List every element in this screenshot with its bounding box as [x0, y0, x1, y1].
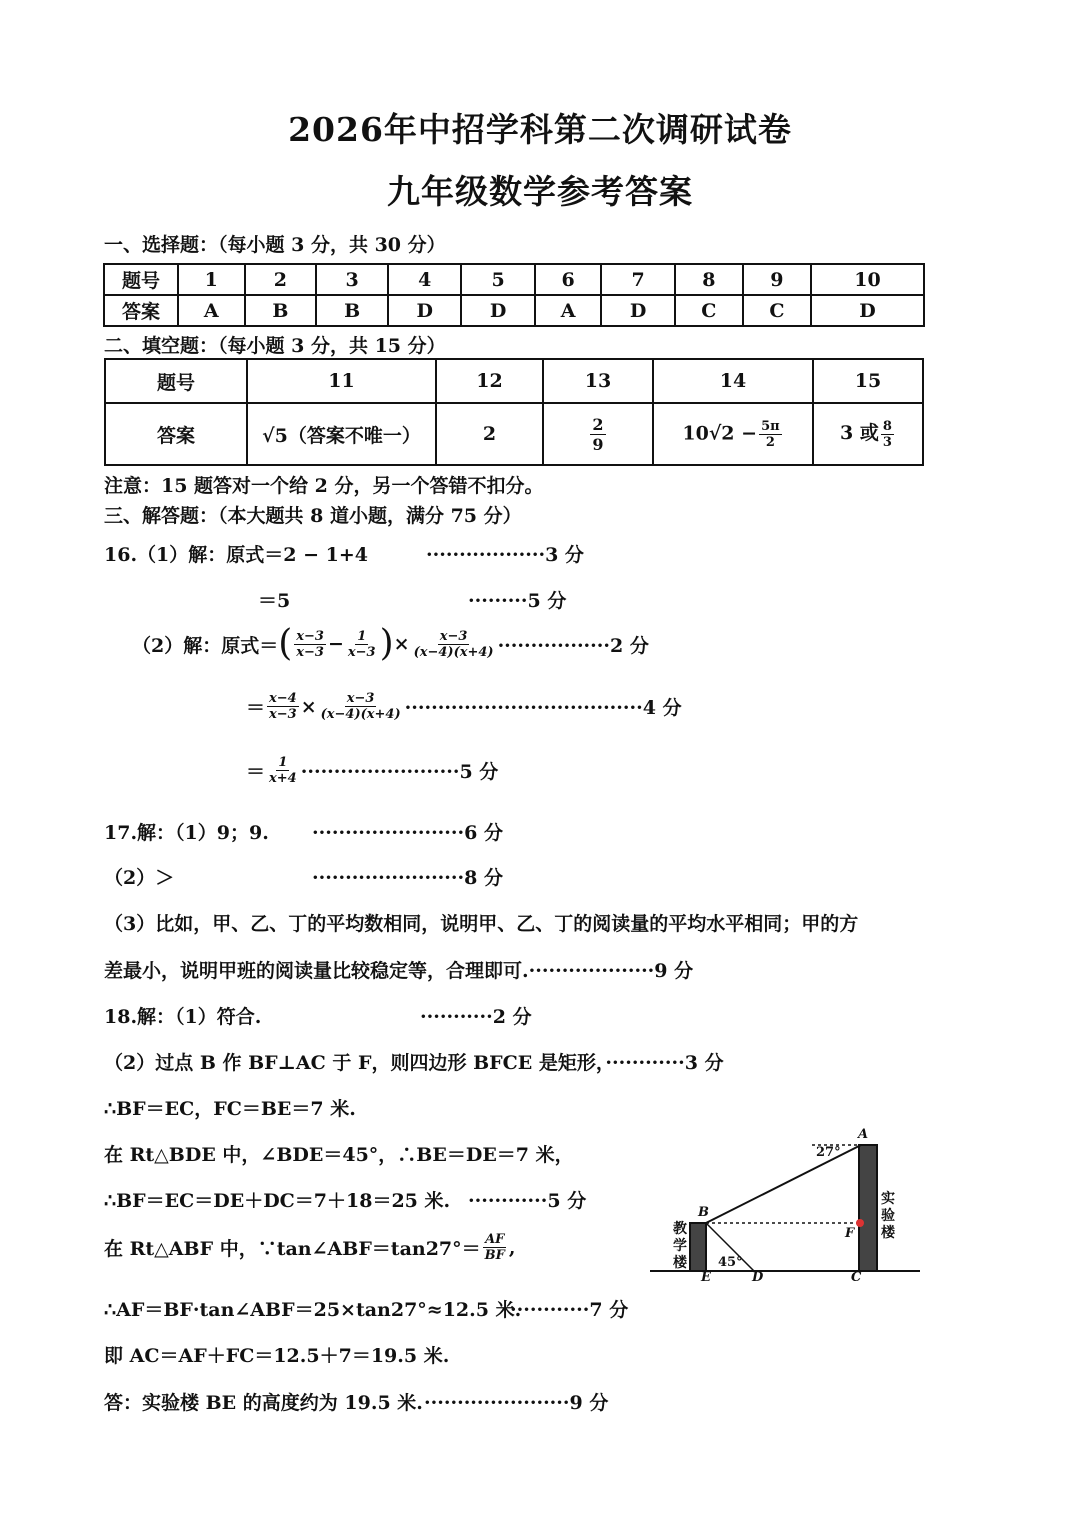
- fill-answer-table: [104, 358, 924, 466]
- question-number: 7: [601, 264, 674, 295]
- q18-line2: （2）过点 B 作 BF⊥AC 于 F，则四边形 BFCE 是矩形，············3 分: [104, 1052, 724, 1074]
- answer-cell: [653, 403, 813, 465]
- fraction: $\frac{AF}{BF}$: [484, 1232, 505, 1263]
- q18-score: ······················9 分: [424, 1392, 609, 1414]
- score-text: ····································4 分: [404, 697, 682, 719]
- q16-step3-line: ＝ $\frac{1}{x+4}$ ························5 分: [246, 755, 499, 786]
- answer-cell: C: [675, 295, 743, 326]
- q18-score: ···········2 分: [420, 1006, 532, 1028]
- choice-answer-table: [103, 263, 925, 327]
- fraction: $\frac{2}{9}$: [592, 414, 604, 454]
- question-number: 15: [813, 359, 923, 403]
- page-subtitle: 九年级数学参考答案: [387, 172, 693, 211]
- section1-heading: 一、选择题：（每小题 3 分，共 30 分）: [104, 234, 446, 256]
- q18-line8: 即 AC＝AF＋FC＝12.5＋7＝19.5 米.: [104, 1345, 450, 1367]
- answer-cell: [247, 403, 436, 465]
- q18-line4: 在 Rt△BDE 中，∠BDE＝45°，∴BE＝DE＝7 米，: [104, 1144, 574, 1166]
- q16-part2-line: （2）解：原式＝ ( $\frac{x-3}{x-3}$ − $\frac{1}{x-3}$ ) × $\frac{x-3}{(x-4)(x+4)}$ ·················2 分: [132, 623, 649, 664]
- answer-text: 10√2 −: [682, 422, 758, 444]
- q18-line7: ∴AF＝BF·tan∠ABF＝25×tan27°≈12.5 米.: [104, 1299, 522, 1321]
- q18-line3: ∴BF＝EC，FC＝BE＝7 米.: [104, 1098, 356, 1120]
- fraction: $\frac{x-4}{x-3}$: [269, 691, 297, 722]
- answer-cell: D: [601, 295, 674, 326]
- point-label-f: F: [845, 1226, 855, 1241]
- q18-line6: 在 Rt△ABF 中，∵tan∠ABF＝tan27°＝ $\frac{AF}{BF}$ ,: [104, 1232, 516, 1263]
- question-number: 11: [247, 359, 436, 403]
- lab-building-label: 实 验 楼: [881, 1191, 895, 1241]
- building-diagram: [640, 1125, 930, 1290]
- q17-line3: （3）比如，甲、乙、丁的平均数相同，说明甲、乙、丁的阅读量的平均水平相同；甲的方: [104, 913, 859, 935]
- fraction: $\frac{x-3}{(x-4)(x+4)}$: [413, 628, 494, 660]
- question-number: 1: [178, 264, 245, 295]
- q18-score: ············7 分: [510, 1299, 629, 1321]
- lab-building: [859, 1145, 877, 1271]
- answer-cell: A: [178, 295, 245, 326]
- q18-score: ············5 分: [468, 1190, 587, 1212]
- fraction: $\frac{x-3}{(x-4)(x+4)}$: [320, 691, 401, 722]
- question-number: 2: [245, 264, 317, 295]
- scoring-note: 注意：15 题答对一个给 2 分，另一个答错不扣分。: [104, 475, 544, 497]
- table-header-cell: 题号: [105, 359, 247, 403]
- fraction: $\frac{1}{x-3}$: [347, 628, 376, 660]
- answer-cell: A: [535, 295, 602, 326]
- point-label-d: D: [752, 1270, 764, 1285]
- answer-cell: D: [811, 295, 924, 326]
- point-label-b: B: [698, 1205, 709, 1220]
- page-title: 2026年中招学科第二次调研试卷: [288, 110, 792, 149]
- q17-score: ·······················6 分: [312, 822, 503, 844]
- q18-line9: 答：实验楼 BE 的高度约为 19.5 米.: [104, 1392, 423, 1414]
- answer-cell: C: [743, 295, 811, 326]
- answer-cell: 2: [436, 403, 543, 465]
- point-f-marker: [856, 1219, 864, 1227]
- answer-cell: B: [245, 295, 317, 326]
- answer-text: 3 或: [840, 422, 879, 445]
- answer-cell: [543, 403, 653, 465]
- question-number: 12: [436, 359, 543, 403]
- q17-line4: 差最小，说明甲班的阅读量比较稳定等，合理即可.···················9 分: [104, 960, 694, 982]
- question-number: 13: [543, 359, 653, 403]
- section3-heading: 三、解答题：（本大题共 8 道小题，满分 75 分）: [104, 505, 522, 527]
- teaching-building-label: 教 学 楼: [673, 1221, 687, 1271]
- q16-score: ··················3 分: [426, 544, 584, 566]
- answer-cell: D: [388, 295, 461, 326]
- question-number: 9: [743, 264, 811, 295]
- fraction: $\frac{8}{3}$: [882, 418, 892, 450]
- question-number: 3: [316, 264, 388, 295]
- q17-score: ·······················8 分: [312, 867, 503, 889]
- q18-line5: ∴BF＝EC＝DE＋DC＝7＋18＝25 米.: [104, 1190, 451, 1212]
- question-number: 10: [811, 264, 924, 295]
- question-number: 14: [653, 359, 813, 403]
- teaching-building: [690, 1223, 706, 1271]
- q16-step2-line: ＝ $\frac{x-4}{x-3}$ × $\frac{x-3}{(x-4)(x+4)}$ ····································4 分: [246, 691, 682, 722]
- angle-label: 45°: [718, 1255, 743, 1270]
- table-header-cell: 答案: [104, 295, 178, 326]
- fraction: $\frac{x-3}{x-3}$: [296, 628, 324, 660]
- q17-line1: 17.解：（1）9；9.: [104, 822, 269, 844]
- answer-cell: [813, 403, 923, 465]
- answer-cell: B: [316, 295, 388, 326]
- answer-cell: D: [461, 295, 534, 326]
- q18-line1: 18.解：（1）符合.: [104, 1006, 262, 1028]
- question-number: 8: [675, 264, 743, 295]
- q16-line2: ＝5: [258, 590, 291, 612]
- question-number: 4: [388, 264, 461, 295]
- score-text: ·················2 分: [497, 634, 649, 657]
- point-label-c: C: [851, 1270, 862, 1285]
- q16-score: ·········5 分: [468, 590, 567, 612]
- q16-line1: 16.（1）解：原式＝2 − 1+4: [104, 544, 369, 566]
- answer-text: √5: [262, 424, 288, 447]
- table-header-cell: 题号: [104, 264, 178, 295]
- point-label-a: A: [858, 1127, 869, 1142]
- fraction: $\frac{1}{x+4}$: [269, 755, 297, 786]
- angle-label: 27°: [816, 1145, 841, 1160]
- question-number: 5: [461, 264, 534, 295]
- section2-heading: 二、填空题：（每小题 3 分，共 15 分）: [104, 335, 446, 357]
- q17-line2: （2）＞: [104, 867, 175, 889]
- answer-text: （答案不唯一）: [287, 424, 421, 447]
- question-number: 6: [535, 264, 602, 295]
- table-header-cell: 答案: [105, 403, 247, 465]
- score-text: ························5 分: [300, 761, 499, 783]
- point-label-e: E: [701, 1270, 711, 1285]
- fraction: $\frac{5\pi}{2}$: [761, 418, 780, 450]
